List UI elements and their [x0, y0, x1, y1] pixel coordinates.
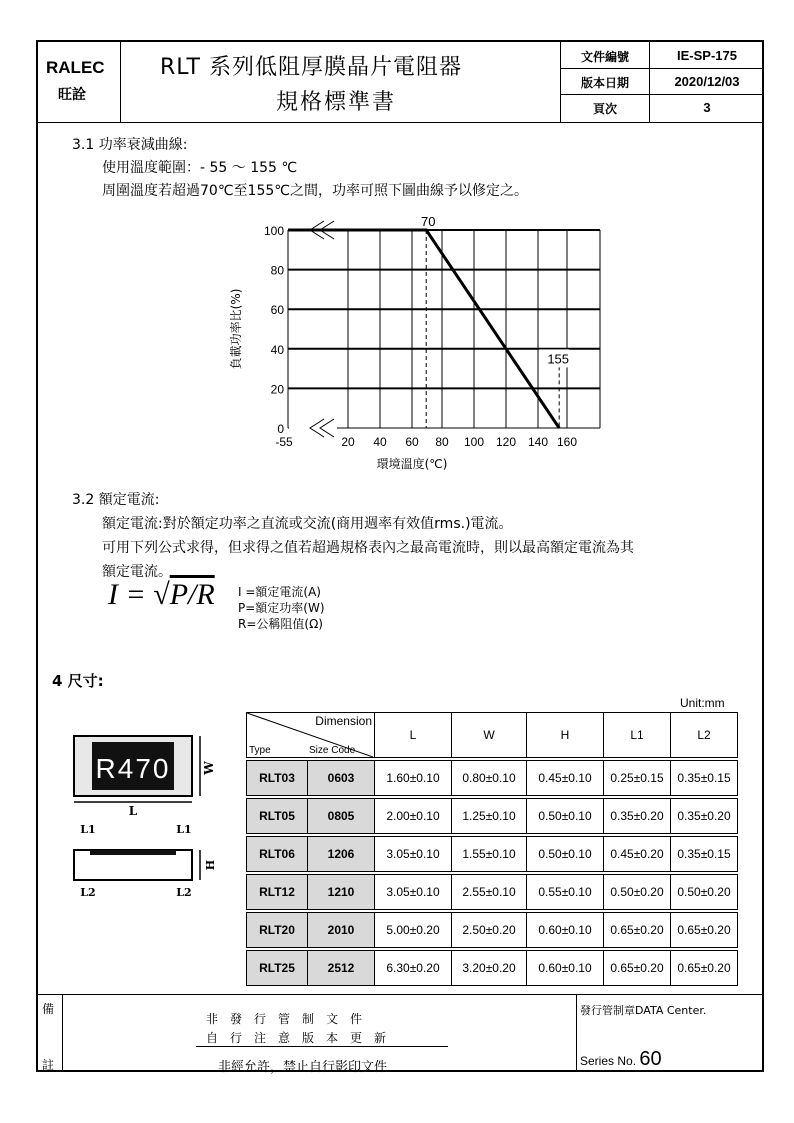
table-row: [247, 761, 738, 796]
annotation-label: 70: [420, 214, 436, 229]
size-code-header: Size Code: [309, 745, 356, 756]
type-header: Type: [249, 745, 271, 756]
x-tick-label: 60: [405, 435, 419, 449]
remark-label: 備: [42, 1002, 55, 1016]
type-cell: RLT25: [247, 951, 308, 986]
x-tick-label: 120: [495, 435, 517, 449]
y-tick-label: 0: [277, 422, 284, 436]
col-header: L: [375, 713, 452, 758]
dimension-header: Dimension: [315, 714, 372, 728]
x-tick-label: 140: [527, 435, 549, 449]
section-3-1-title: 3.1 功率衰減曲線:: [72, 137, 188, 153]
footer-divider: [62, 994, 63, 1072]
dim-label-l2: L2: [176, 886, 192, 899]
value-cell: 0.50±0.20: [671, 875, 738, 910]
size-code-cell: 0603: [308, 761, 375, 796]
x-axis-title: 環境溫度(℃): [376, 457, 448, 471]
table-row: [247, 913, 738, 948]
control-underline: [196, 1046, 448, 1047]
dimensions-title: 4 尺寸:: [52, 672, 104, 690]
page-label: 頁次: [592, 102, 617, 116]
value-cell: 0.35±0.20: [671, 799, 738, 834]
value-cell: 3.05±0.10: [375, 837, 452, 872]
value-cell: 0.50±0.10: [527, 837, 604, 872]
value-cell: 0.65±0.20: [604, 913, 671, 948]
chart-labels: [228, 214, 577, 471]
col-header: L1: [604, 713, 671, 758]
value-cell: 2.50±0.20: [452, 913, 527, 948]
company-name-zh: 旺詮: [58, 87, 86, 103]
table-row: [247, 875, 738, 910]
type-cell: RLT06: [247, 837, 308, 872]
y-tick-label: 40: [270, 342, 284, 357]
derating-text: 周圍溫度若超過70℃至155℃之間，功率可照下圖曲線予以修定之。: [102, 183, 528, 199]
remark-label: 註: [42, 1058, 55, 1072]
x-tick-label: -55: [275, 435, 293, 449]
x-tick-label: 80: [435, 435, 449, 449]
unit-label: Unit:mm: [680, 696, 725, 710]
value-cell: 0.60±0.10: [527, 951, 604, 986]
col-header: H: [527, 713, 604, 758]
value-cell: 5.00±0.20: [375, 913, 452, 948]
value-cell: 1.25±0.10: [452, 799, 527, 834]
value-cell: 0.80±0.10: [452, 761, 527, 796]
table-corner-cell: [247, 713, 375, 758]
col-header: L2: [671, 713, 738, 758]
table-row: [247, 799, 738, 834]
value-cell: 1.60±0.10: [375, 761, 452, 796]
release-stamp-label: 發行管制章DATA Center.: [580, 1004, 707, 1017]
formula-legend: [238, 584, 325, 632]
value-cell: 0.65±0.20: [671, 913, 738, 948]
table-row: [247, 951, 738, 986]
dim-label-l: L: [128, 804, 138, 818]
type-cell: RLT03: [247, 761, 308, 796]
header-divider: [120, 40, 121, 122]
size-code-cell: 1206: [308, 837, 375, 872]
dimension-table: [246, 712, 738, 986]
value-cell: 0.65±0.20: [671, 951, 738, 986]
chip-outline-drawing: [60, 722, 240, 902]
type-cell: RLT05: [247, 799, 308, 834]
size-code-cell: 2010: [308, 913, 375, 948]
value-cell: 0.45±0.10: [527, 761, 604, 796]
formula-legend-i: I =額定電流(A): [238, 585, 321, 599]
series-label: Series No.: [580, 1054, 637, 1068]
uncontrolled-notice: 非 發 行 管 制 文 件: [206, 1012, 363, 1026]
x-tick-label: 20: [341, 435, 355, 449]
value-cell: 0.65±0.20: [604, 951, 671, 986]
series-no: [580, 1048, 662, 1071]
value-cell: 0.45±0.20: [604, 837, 671, 872]
table-row: [247, 837, 738, 872]
value-cell: 0.55±0.10: [527, 875, 604, 910]
temp-range-text: 使用溫度範圍：- 55 ～ 155 ℃: [102, 160, 298, 176]
footer-divider: [576, 994, 577, 1072]
copy-prohibited-notice: 非經允許，禁止自行影印文件: [218, 1060, 388, 1075]
value-cell: 0.35±0.15: [671, 837, 738, 872]
y-tick-label: 20: [270, 382, 284, 397]
header-bottom-rule: [36, 122, 764, 123]
dim-label-l1: L1: [176, 823, 192, 836]
dim-label-w: W: [202, 761, 216, 775]
type-cell: RLT20: [247, 913, 308, 948]
formula-legend-r: R=公稱阻值(Ω): [238, 617, 323, 631]
value-cell: 0.60±0.10: [527, 913, 604, 948]
doc-no-label: 文件編號: [580, 50, 629, 64]
rated-current-def: 額定電流:對於額定功率之直流或交流(商用週率有效值rms.)電流。: [102, 516, 513, 532]
value-cell: 0.35±0.15: [671, 761, 738, 796]
value-cell: 0.50±0.10: [527, 799, 604, 834]
size-code-cell: 2512: [308, 951, 375, 986]
dim-label-l1: L1: [80, 823, 96, 836]
footer-top-rule: [36, 994, 764, 995]
dim-label-l2: L2: [80, 886, 96, 899]
header-row-rule: [560, 94, 764, 95]
value-cell: 0.25±0.15: [604, 761, 671, 796]
type-cell: RLT12: [247, 875, 308, 910]
axis-break-mask: [289, 422, 337, 434]
dim-label-h: H: [204, 859, 217, 871]
x-tick-label: 40: [373, 435, 387, 449]
y-tick-label: 100: [263, 224, 284, 238]
value-cell: 6.30±0.20: [375, 951, 452, 986]
header-row-rule: [560, 68, 764, 69]
value-cell: 2.00±0.10: [375, 799, 452, 834]
size-code-cell: 0805: [308, 799, 375, 834]
date-label: 版本日期: [580, 76, 629, 90]
chart-marks: [288, 230, 559, 428]
version-notice: 自 行 注 意 版 本 更 新: [206, 1031, 387, 1045]
section-3-2-title: 3.2 額定電流:: [72, 492, 160, 508]
col-header: W: [452, 713, 527, 758]
value-cell: 3.05±0.10: [375, 875, 452, 910]
value-cell: 3.20±0.20: [452, 951, 527, 986]
date-value: 2020/12/03: [674, 74, 740, 89]
derating-chart: [226, 210, 606, 472]
rated-current-rule: 可用下列公式求得，但求得之值若超過規格表內之最高電流時，則以最高額定電流為其: [102, 540, 634, 556]
rated-current-rule-cont: 額定電流。: [102, 564, 172, 580]
page-value: 3: [703, 100, 711, 115]
series-number: 60: [639, 1048, 662, 1070]
x-tick-label: 100: [463, 435, 485, 449]
derating-curve: [288, 230, 559, 428]
formula-legend-p: P=額定功率(W): [238, 601, 325, 615]
value-cell: 0.35±0.20: [604, 799, 671, 834]
document-title: RLT 系列低阻厚膜晶片電阻器: [160, 55, 462, 80]
y-axis-title: 負載功率比(%): [229, 288, 243, 370]
size-code-cell: 1210: [308, 875, 375, 910]
document-subtitle: 規格標準書: [276, 90, 397, 115]
chip-marking: R470: [95, 753, 171, 784]
chart-grid: [288, 221, 600, 437]
value-cell: 2.55±0.10: [452, 875, 527, 910]
value-cell: 0.50±0.20: [604, 875, 671, 910]
y-tick-label: 60: [270, 303, 284, 318]
current-formula: I = √P/R: [108, 578, 215, 611]
company-name-en: RALEC: [46, 58, 105, 77]
x-tick-label: 160: [556, 435, 578, 449]
doc-no-value: IE-SP-175: [677, 48, 737, 63]
annotation-label: 155: [547, 351, 570, 367]
y-tick-label: 80: [270, 263, 284, 278]
value-cell: 1.55±0.10: [452, 837, 527, 872]
